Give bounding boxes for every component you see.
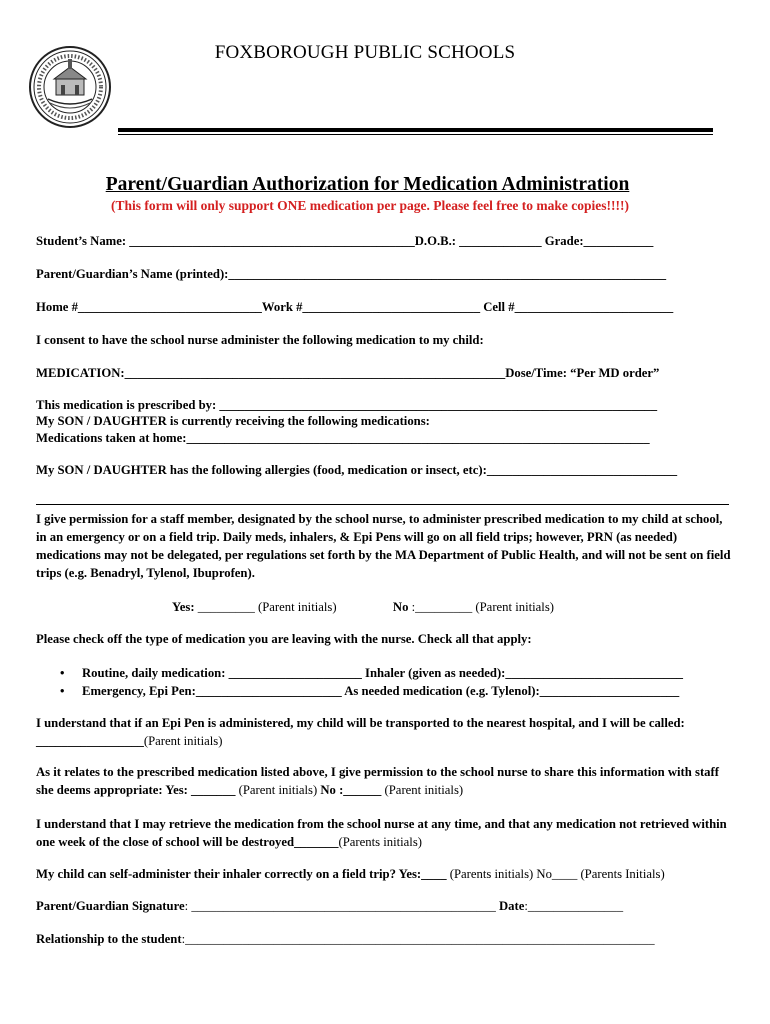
permission-paragraph: I give permission for a staff member, designated by the school nurse, to administer prescribed medication to my child at school, in an emergency or on a field trip. Daily meds, inhalers, & Epi Pens will go on all field trips; however, PRN (as needed) medications may not be delegated, per regulations set forth by the MA Department of Public Health, and will not be sent on field trips (e.g. Benadryl, Tylenol, Ibuprofen). (36, 512, 731, 580)
relationship-label: Relationship to the student (36, 932, 182, 946)
parent-name-line[interactable]: Parent/Guardian’s Name (printed):_____________________________________________________________________ (36, 267, 667, 281)
bullet-icon: • (60, 666, 65, 680)
share-yes-initials-label: (Parent initials) (238, 783, 318, 797)
share-no-initials-label: (Parent initials) (384, 783, 464, 797)
no-initials-field[interactable]: :_________ (408, 600, 476, 614)
date-label: Date (499, 899, 525, 913)
yes-initials-label: (Parent initials) (258, 600, 337, 614)
retrieve-initials-label: (Parents initials) (338, 835, 422, 849)
epipen-statement (36, 714, 736, 750)
epipen-asneeded-option[interactable]: Emergency, Epi Pen:_______________________ As needed medication (e.g. Tylenol):______________________ (82, 684, 680, 698)
medication-type-list (60, 664, 740, 700)
no-label: No (392, 600, 409, 614)
bullet-icon: • (60, 684, 65, 698)
list-item[interactable] (60, 682, 740, 700)
relationship-line (36, 931, 736, 947)
district-seal-icon (28, 45, 112, 129)
allergies-line[interactable]: My SON / DAUGHTER has the following allergies (food, medication or insect, etc):______________________________ (36, 463, 678, 477)
signature-field[interactable]: : ________________________________________________ (184, 899, 500, 913)
medication-type-instructions: Please check off the type of medication you are leaving with the nurse. Check all that apply: (36, 632, 532, 646)
retrieve-text: I understand that I may retrieve the medication from the school nurse at any time, and that any medication not retrieved within one week of the close of school will be destroyed_______ (36, 817, 727, 849)
no-initials-label: (Parent initials) (475, 600, 554, 614)
list-item[interactable] (60, 664, 740, 682)
inhaler-question[interactable]: My child can self-administer their inhaler correctly on a field trip? Yes:____ (36, 867, 450, 881)
consent-statement: I consent to have the school nurse administer the following medication to my child: (36, 333, 484, 347)
retrieve-medication-statement (36, 815, 736, 851)
medications-at-home-line[interactable]: Medications taken at home:_________________________________________________________________________ (36, 431, 650, 445)
routine-inhaler-option[interactable]: Routine, daily medication: _____________________ Inhaler (given as needed) (82, 666, 502, 680)
student-info-line[interactable]: Student’s Name: _____________________________________________D.O.B.: _____________ Grade:___________ (36, 234, 654, 248)
date-field[interactable]: :_______________ (524, 899, 624, 913)
relationship-field[interactable]: :__________________________________________________________________________ (181, 932, 655, 946)
inhaler-blank[interactable]: :____________________________ (501, 666, 684, 680)
phone-numbers-line[interactable]: Home #_____________________________Work #____________________________ Cell #_________________________ (36, 300, 674, 314)
signature-label: Parent/Guardian Signature (36, 899, 185, 913)
inhaler-self-administer-line (36, 866, 736, 882)
signature-line (36, 898, 736, 914)
header-rule-thick (118, 128, 713, 132)
epipen-text: I understand that if an Epi Pen is administered, my child will be transported to the nearest hospital, and I will be called: _________________ (36, 716, 685, 748)
yes-initials-field[interactable]: _________ (194, 600, 258, 614)
medication-line[interactable]: MEDICATION:____________________________________________________________Dose/Time: “Per MD order” (36, 366, 660, 380)
form-title: Parent/Guardian Authorization for Medication Administration (105, 174, 630, 195)
share-info-text: As it relates to the prescribed medication listed above, I give permission to the school nurse to share this information with staff she deems appropriate: Yes: _______ (36, 765, 719, 797)
school-name: FOXBOROUGH PUBLIC SCHOOLS (214, 42, 516, 63)
field-trip-consent-row (172, 599, 672, 615)
share-no-field[interactable]: No :______ (317, 783, 385, 797)
inhaler-initials-labels: (Parents initials) No____ (Parents Initials) (449, 867, 665, 881)
header-rule-thin (118, 134, 713, 135)
form-subtitle: (This form will only support ONE medication per page. Please feel free to make copies!!!!) (110, 198, 630, 213)
yes-label: Yes: (172, 600, 195, 614)
prescribed-by-line[interactable]: This medication is prescribed by: _____________________________________________________________________ (36, 398, 658, 412)
epipen-initials-label: (Parent initials) (143, 734, 223, 748)
share-info-statement (36, 763, 736, 799)
blank-answer-line[interactable] (36, 504, 729, 505)
receiving-medications-label: My SON / DAUGHTER is currently receiving the following medications: (36, 414, 430, 428)
